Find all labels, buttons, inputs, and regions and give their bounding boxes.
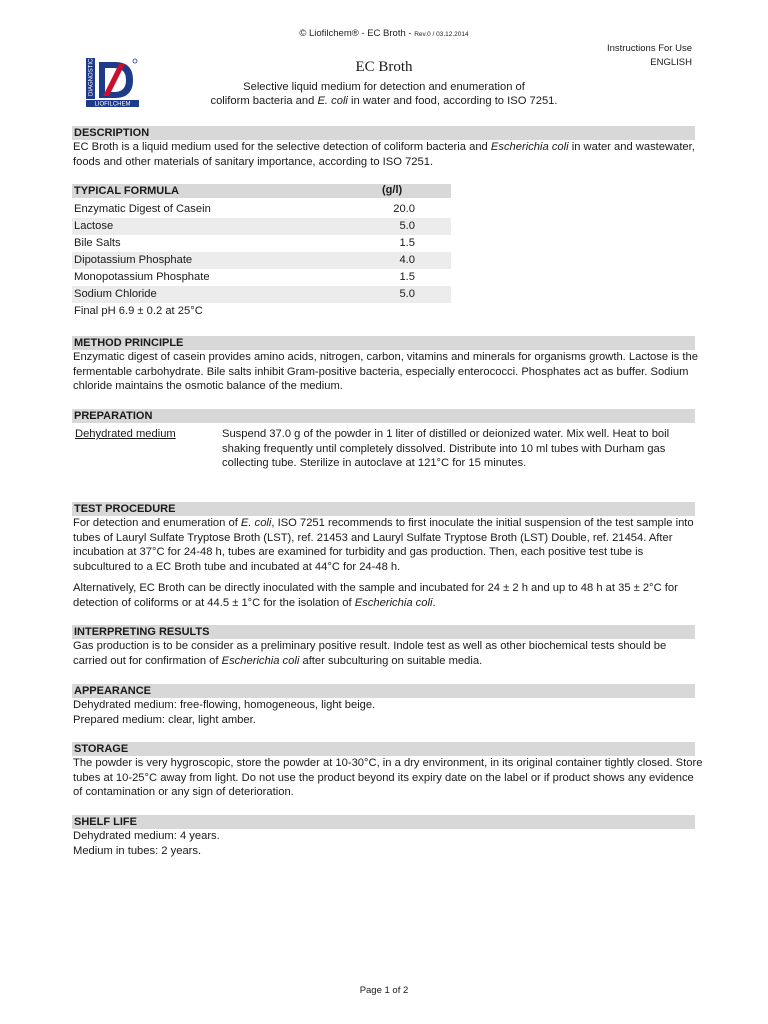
table-row: [72, 303, 451, 320]
document-header-line: [0, 27, 768, 43]
ingredient-value: 5.0: [333, 218, 451, 235]
table-row: [72, 201, 451, 218]
document-title: EC Broth: [355, 59, 413, 75]
appearance-prepared: Prepared medium: clear, light amber.: [73, 713, 256, 726]
ingredient-value: 1.5: [399, 237, 415, 250]
final-ph: Final pH 6.9 ± 0.2 at 25°C: [74, 305, 203, 318]
ifu-title: Instructions For Use: [607, 43, 692, 54]
ingredient-name: Bile Salts: [74, 237, 121, 250]
page-number: Page 1 of 2: [359, 985, 409, 996]
svg-text:LIOFILCHEM: LIOFILCHEM: [94, 101, 131, 108]
ifu-language: ENGLISH: [650, 57, 692, 68]
description-text: EC Broth is a liquid medium used for the selective detection of coliform bacteria and Escherichia coli in water and wastewater, foods and other materials of sanitary importance, according to ISO 7251.: [73, 141, 695, 168]
interpreting-results-text: Gas production is to be consider as a preliminary positive result. Indole test as well as other biochemical tests should be carried out for confirmation of Escherichia coli after subculturing on suitable media.: [73, 640, 667, 667]
preparation-text: Suspend 37.0 g of the powder in 1 liter of distilled or deionized water. Mix well. Heat to boil shaking frequently until completely dissolved. Distribute into 10 ml tubes with Durham gas collecting tube. Sterilize in autoclave at 121°C for 15 minutes.: [222, 428, 670, 469]
section-heading-storage: STORAGE: [72, 742, 695, 756]
formula-unit-header: (g/l): [382, 184, 403, 196]
ingredient-name: Sodium Chloride: [72, 286, 333, 303]
table-row: [72, 218, 451, 235]
shelf-life-dehydrated: Dehydrated medium: 4 years.: [73, 830, 220, 842]
ingredient-value: 5.0: [333, 286, 451, 303]
section-heading-preparation: PREPARATION: [72, 409, 695, 423]
section-heading-typical-formula: TYPICAL FORMULA: [72, 184, 451, 198]
section-heading-interpreting-results: INTERPRETING RESULTS: [72, 625, 695, 639]
ingredient-value: 1.5: [399, 271, 415, 284]
storage-text: The powder is very hygroscopic, store the powder at 10-30°C, in a dry environment, in its original container tightly closed. Store tubes at 10-25°C away from light. Do not use the product beyond its expiry date on the label or if product shows any evidence of contamination or any sign of deterioration.: [73, 757, 703, 798]
shelf-life-tubes: Medium in tubes: 2 years.: [73, 844, 202, 857]
method-principle-text: Enzymatic digest of casein provides amino acids, nitrogen, carbon, vitamins and minerals for organisms growth. Lactose is the fermentable carbohydrate. Bile salts inhibit Gram-positive bacteria, especially enterococci. Phosphates act as buffer. Sodium chloride maintains the osmotic balance of the medium.: [73, 351, 698, 392]
test-procedure-paragraph-1: For detection and enumeration of E. coli, ISO 7251 recommends to first inoculate the initial suspension of the test sample into tubes of Lauryl Sulfate Tryptose Broth (LST), ref. 21453 and Lauryl Sulfate Tryptose Broth (LST) Double, ref. 21454. After incubation at 37°C for 24-48 h, tubes are examined for turbidity and gas production. Then, each positive test tube is subcultured to a EC Broth tube and incubated at 44°C for 24-48 h.: [73, 517, 694, 573]
appearance-text: [73, 698, 703, 727]
table-row: [72, 235, 451, 252]
subtitle-line-1: Selective liquid medium for detection and enumeration of: [243, 81, 525, 93]
ingredient-name: Enzymatic Digest of Casein: [74, 203, 211, 216]
shelf-life-text: [73, 829, 703, 858]
section-heading-method-principle: METHOD PRINCIPLE: [72, 336, 695, 350]
section-heading-appearance: APPEARANCE: [72, 684, 695, 698]
test-procedure-paragraph-2: Alternatively, EC Broth can be directly inoculated with the sample and incubated for 24 ± 2 h and up to 48 h at 35 ± 2°C for detection of coliforms or at 44.5 ± 1°C for the isolation of Escherichia coli.: [73, 582, 678, 609]
section-heading-shelf-life: SHELF LIFE: [72, 815, 695, 829]
ingredient-name: Dipotassium Phosphate: [72, 252, 333, 269]
table-row: [72, 252, 451, 269]
preparation-label: Dehydrated medium: [75, 428, 176, 440]
subtitle-line-2: coliform bacteria and E. coli in water and food, according to ISO 7251.: [210, 95, 558, 107]
svg-text:DIAGNOSTICI: DIAGNOSTICI: [88, 56, 95, 96]
ingredient-name: Lactose: [72, 218, 333, 235]
appearance-dehydrated: Dehydrated medium: free-flowing, homogeneous, light beige.: [73, 699, 376, 711]
section-heading-description: DESCRIPTION: [72, 126, 695, 140]
ingredient-value: 4.0: [333, 252, 451, 269]
document-subtitle: [0, 80, 768, 108]
table-row: [72, 286, 451, 303]
header-copyright: © Liofilchem® - EC Broth -: [299, 28, 415, 39]
section-heading-test-procedure: TEST PROCEDURE: [72, 502, 695, 516]
table-row: [72, 269, 451, 286]
ingredient-name: Monopotassium Phosphate: [74, 271, 210, 284]
ingredient-value: 20.0: [393, 203, 415, 216]
formula-table: [72, 201, 451, 320]
header-revision: Rev.0 / 03.12.2014: [414, 31, 469, 38]
